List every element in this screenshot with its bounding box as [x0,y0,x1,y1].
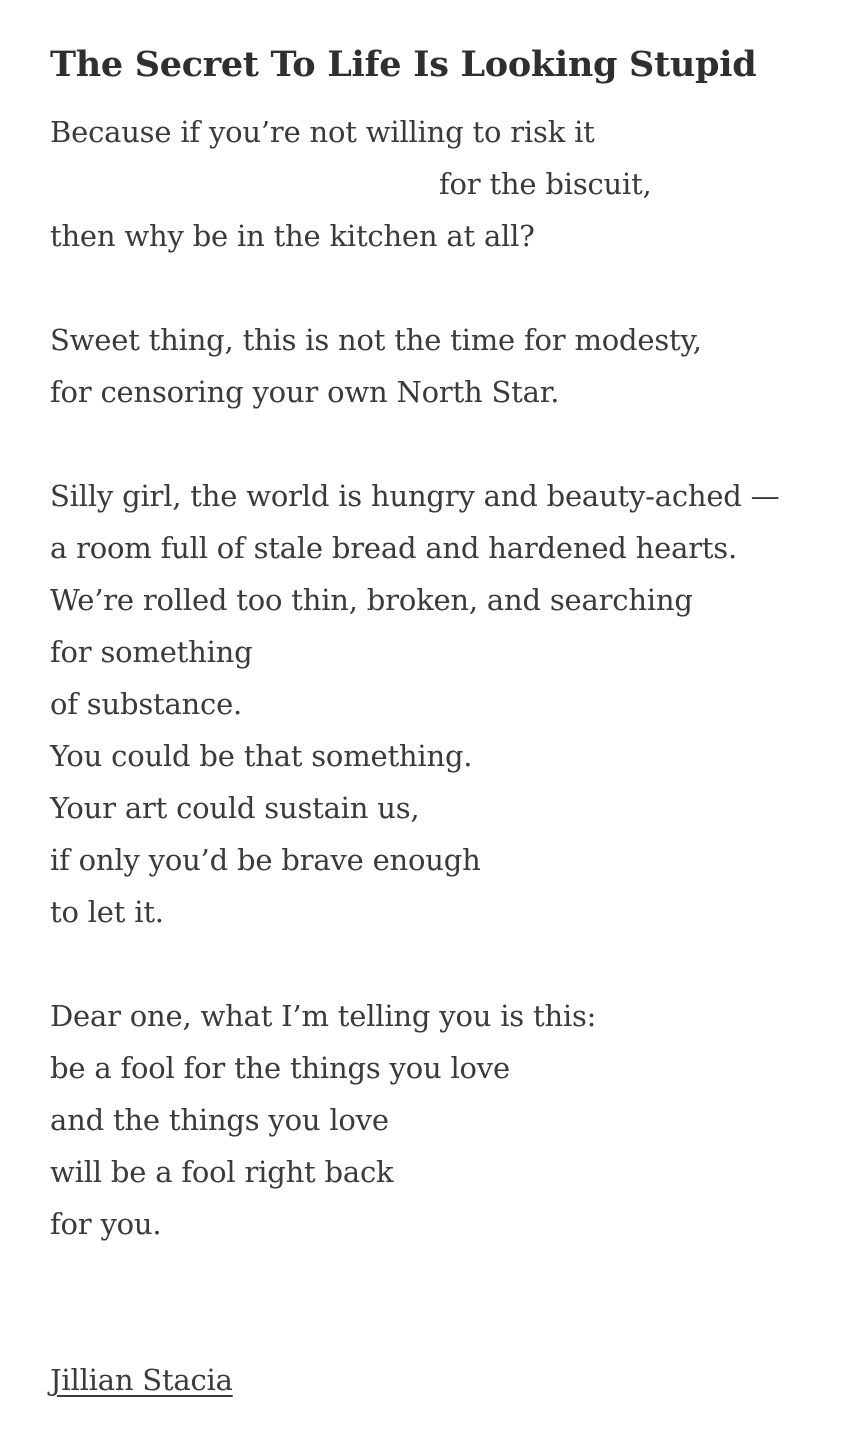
poem-line: Because if you’re not willing to risk it [50,115,595,149]
poem-line: of substance. [50,687,243,721]
poem-title: The Secret To Life Is Looking Stupid [50,44,757,85]
stanza-4 [50,990,850,1250]
poem-line: and the things you love [50,1103,389,1137]
stanza-break [50,938,850,990]
poem-line: for something [50,635,253,669]
poem-line: for censoring your own North Star. [50,375,560,409]
poem-line: to let it. [50,895,164,929]
poem-line: Sweet thing, this is not the time for modesty, [50,323,702,357]
poem-line: then why be in the kitchen at all? [50,219,535,253]
poem-line: if only you’d be brave enough [50,843,481,877]
stanza-3 [50,470,850,938]
poem-line: will be a fool right back [50,1155,394,1189]
poem-line: for you. [50,1207,162,1241]
poem-page [50,40,850,1406]
poem-line: You could be that something. [50,739,473,773]
author-spacer [50,1250,850,1354]
poem-line: We’re rolled too thin, broken, and searching [50,583,693,617]
poem-line: Dear one, what I’m telling you is this: [50,999,597,1033]
stanza-1 [50,106,850,262]
stanza-break [50,418,850,470]
poem-line: a room full of stale bread and hardened hearts. [50,531,738,565]
author-link[interactable]: Jillian Stacia [50,1363,233,1397]
stanza-2 [50,314,850,418]
poem-line: Your art could sustain us, [50,791,420,825]
stanza-break [50,262,850,314]
poem-line-indented: for the biscuit, [439,167,652,201]
poem-line: Silly girl, the world is hungry and beauty-ached — [50,479,780,513]
poem-line: be a fool for the things you love [50,1051,510,1085]
